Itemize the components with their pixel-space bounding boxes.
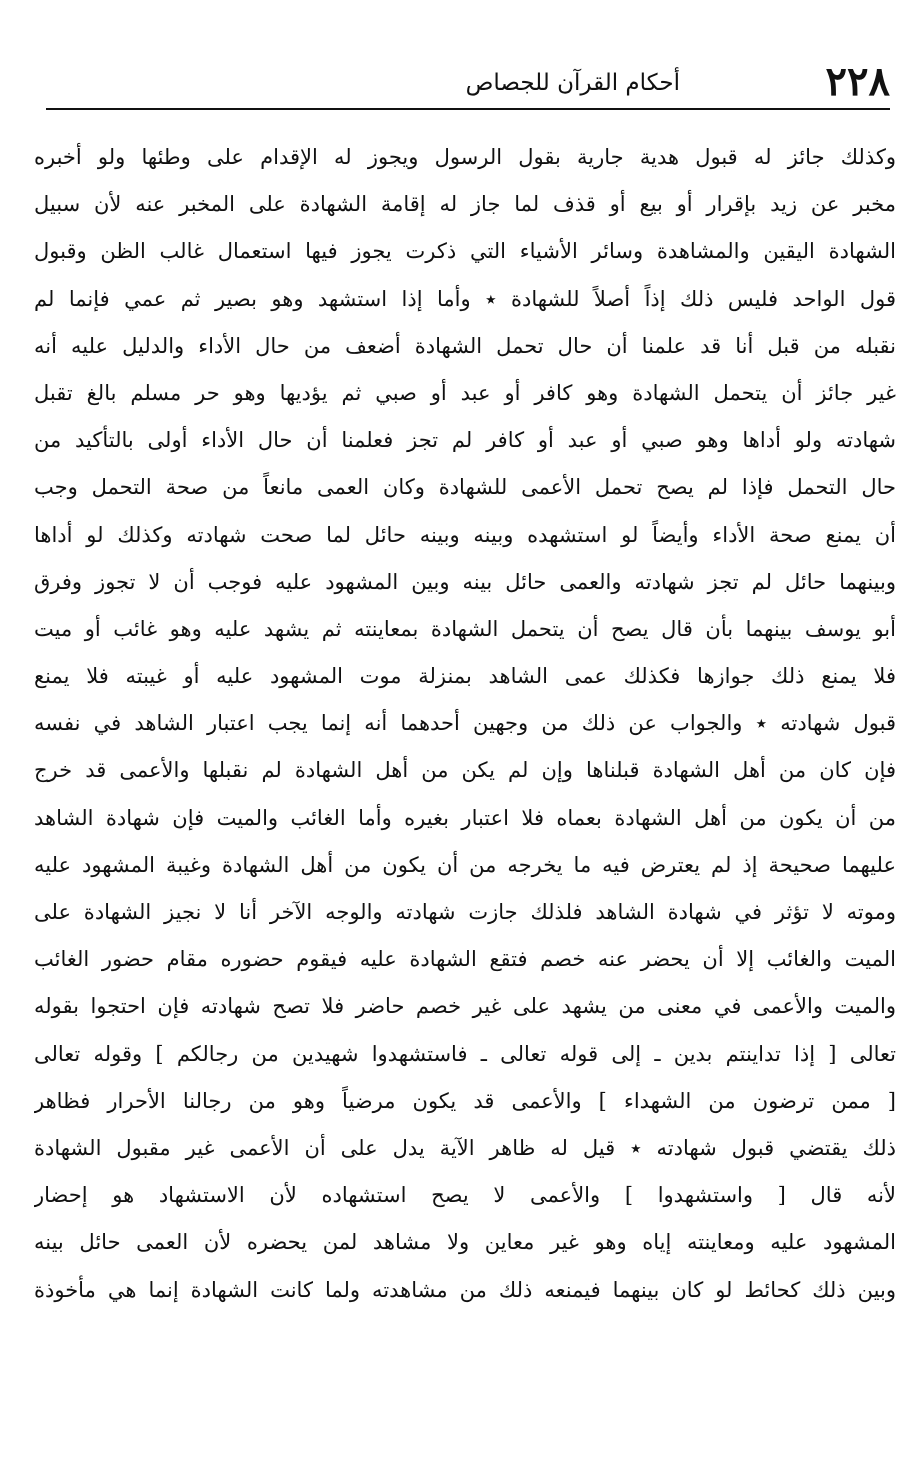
text-line: أن يمنع صحة الأداء وأيضاً لو استشهده وبينه وبينه حائل لما صحت شهادته وكذلك لو أداها: [34, 522, 896, 547]
text-line: من أن يكون من أهل الشهادة بعماه فلا اعتبار بغيره وأما الغائب والميت فإن شهادة الشاهد: [34, 805, 896, 830]
text-line: والميت والأعمى في معنى من يشهد على غير خصم حاضر فلا تصح شهادته فإن احتجوا بقوله: [34, 994, 896, 1019]
text-line: نقبله من قبل أنا قد علمنا أن حال تحمل الشهادة أضعف من حال الأداء والدليل عليه أنه: [34, 333, 896, 358]
text-line: المشهود عليه ومعاينته إياه وهو غير معاين ولا مشاهد لمن يحضره لأن العمى حائل بينه: [34, 1230, 896, 1255]
text-line: أبو يوسف بينهما بأن قال يصح أن يتحمل الشهادة بمعاينته ثم يشهد عليه وهو غائب أو ميت: [34, 616, 896, 641]
text-line: الشهادة اليقين والمشاهدة وسائر الأشياء التي ذكرت يجوز فيها استعمال غالب الظن وقبول: [34, 239, 896, 264]
text-line: شهادته ولو أداها وهو صبي أو عبد أو كافر لم تجز فعلمنا أن حال الأداء أولى بالتأكيد من: [34, 428, 896, 453]
text-line: وبينهما حائل لم تجز شهادته والعمى حائل بينه وبين المشهود عليه فوجب أن لا تجوز وفرق: [34, 569, 896, 594]
text-line: لأنه قال [ واستشهدوا ] والأعمى لا يصح استشهاده لأن الاستشهاد هو إحضار: [34, 1183, 896, 1208]
text-line: فإن كان من أهل الشهادة قبلناها وإن لم يكن من أهل الشهادة لم نقبلها والأعمى قد خرج: [34, 758, 896, 783]
text-line: وبين ذلك كحائط لو كان بينهما فيمنعه ذلك من مشاهدته ولما كانت الشهادة إنما هي مأخوذة: [34, 1277, 896, 1302]
text-line: قبول شهادته ٭ والجواب عن ذلك من وجهين أحدهما أنه إنما يجب اعتبار الشاهد في نفسه: [34, 711, 896, 736]
text-line: عليهما صحيحة إذ لم يعترض فيه ما يخرجه من أن يكون من أهل الشهادة وغيبة المشهود عليه: [34, 852, 896, 877]
text-line: وموته لا تؤثر في شهادة الشاهد فلذلك جازت شهادته والوجه الآخر أنا لا نجيز الشهادة على: [34, 900, 896, 924]
text-line: ذلك يقتضي قبول شهادته ٭ قيل له ظاهر الآية يدل على أن الأعمى غير مقبول الشهادة: [34, 1135, 896, 1160]
text-line: الميت والغائب إلا أن يحضر عنه خصم فتقع الشهادة عليه فيقوم حضوره مقام حضور الغائب: [34, 947, 896, 972]
page-number: ٢٢٨: [825, 58, 890, 105]
header-rule: [46, 108, 890, 110]
text-line: قول الواحد فليس ذلك إذاً أصلاً للشهادة ٭ وأما إذا استشهد وهو بصير ثم عمي فإنما لم: [34, 286, 896, 311]
running-title: أحكام القرآن للجصاص: [465, 70, 680, 96]
text-line: تعالى [ إذا تداينتم بدين ـ إلى قوله تعالى ـ فاستشهدوا شهيدين من رجالكم ] وقوله تعالى: [34, 1041, 896, 1066]
text-line: [ ممن ترضون من الشهداء ] والأعمى قد يكون مرضياً وهو من رجالنا الأحرار فظاهر: [34, 1088, 896, 1113]
text-line: وكذلك جائز له قبول هدية جارية بقول الرسول ويجوز له الإقدام على وطئها ولو أخبره: [34, 145, 896, 169]
body-text: [34, 134, 896, 1314]
text-line: فلا يمنع ذلك جوازها فكذلك عمى الشاهد بمنزلة موت المشهود عليه أو غيبته فلا يمنع: [34, 664, 896, 689]
text-line: حال التحمل فإذا لم يصح تحمل الأعمى للشهادة وكان العمى مانعاً من صحة التحمل وجب: [34, 475, 896, 500]
page-header: [46, 58, 890, 106]
text-line: مخبر عن زيد بإقرار أو بيع أو قذف لما جاز له إقامة الشهادة على المخبر عنه لأن سبيل: [34, 192, 896, 217]
text-line: غير جائز أن يتحمل الشهادة وهو كافر أو عبد أو صبي ثم يؤديها وهو حر مسلم بالغ تقبل: [34, 380, 896, 405]
